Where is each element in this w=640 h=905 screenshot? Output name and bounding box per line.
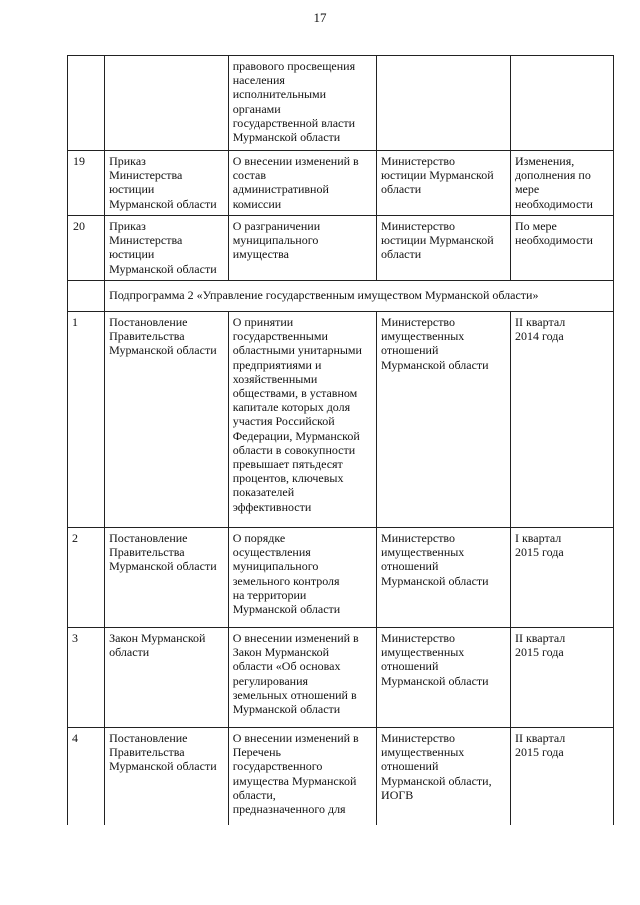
cell-line: отношений <box>381 559 439 574</box>
cell-line: Правительства <box>109 545 185 560</box>
cell-title <box>228 728 376 826</box>
cell-term <box>510 728 613 826</box>
cell-title <box>228 312 376 528</box>
cell-num: 3 <box>68 628 105 728</box>
cell-line: Министерства <box>109 233 183 248</box>
cell-title <box>228 151 376 216</box>
table-row <box>68 151 614 216</box>
cell-line: юстиции <box>109 247 155 262</box>
cell-term <box>510 151 613 216</box>
cell-num: 2 <box>68 528 105 628</box>
cell-line: Закон Мурманской <box>109 631 206 645</box>
cell-line: области <box>381 182 422 197</box>
cell-line: комиссии <box>232 196 282 211</box>
cell-line: II квартал <box>514 731 566 745</box>
cell-line: 2014 года <box>514 329 564 344</box>
cell-line: предприятиями и <box>232 357 322 372</box>
subprogram-row <box>68 281 614 312</box>
cell-line: обществами, в уставном <box>232 386 358 401</box>
cell-title <box>228 56 376 151</box>
cell-term <box>510 628 613 728</box>
table-row <box>68 312 614 528</box>
cell-line: области <box>109 645 150 660</box>
cell-line: области «Об основах <box>232 659 341 674</box>
cell-executor <box>377 728 511 826</box>
cell-line: Мурманской области <box>232 602 341 617</box>
cell-line: Изменения, <box>514 154 575 168</box>
cell-line: состав <box>232 168 267 183</box>
cell-line: отношений <box>381 343 439 358</box>
cell-num: 4 <box>68 728 105 826</box>
cell-line: имущественных <box>381 645 465 660</box>
cell-line: дополнения по <box>514 168 591 183</box>
cell-line: Мурманской области <box>109 261 217 276</box>
cell-line: имущественных <box>381 745 465 760</box>
cell-type <box>105 56 229 151</box>
cell-executor <box>377 151 511 216</box>
cell-line: Мурманской области <box>232 130 341 145</box>
cell-line: юстиции Мурманской <box>381 168 494 183</box>
cell-num <box>68 281 105 312</box>
cell-line: Приказ <box>109 219 146 233</box>
cell-line: юстиции <box>109 182 155 197</box>
cell-line: областными унитарными <box>232 343 362 358</box>
cell-line: имущественных <box>381 545 465 560</box>
cell-line: участия Российской <box>232 414 335 429</box>
cell-line: государственного <box>232 759 323 774</box>
cell-line: Закон Мурманской <box>232 645 330 660</box>
cell-line: регулирования <box>232 673 309 688</box>
cell-line: правового просвещения <box>232 59 356 73</box>
table-row <box>68 216 614 281</box>
cell-num: 1 <box>68 312 105 528</box>
cell-line: Министерство <box>381 154 456 168</box>
cell-line: Мурманской области <box>109 196 217 211</box>
cell-executor <box>377 216 511 281</box>
cell-num: 20 <box>68 216 105 281</box>
cell-line: хозяйственными <box>232 371 318 386</box>
cell-term <box>510 528 613 628</box>
cell-line: О принятии <box>232 315 294 329</box>
cell-line: Мурманской области <box>232 702 341 717</box>
cell-executor <box>377 628 511 728</box>
cell-line: Министерство <box>381 531 456 545</box>
cell-line: О разграничении <box>232 219 321 233</box>
cell-executor <box>377 528 511 628</box>
cell-line: земельного контроля <box>232 573 340 588</box>
cell-line: 2015 года <box>514 645 564 660</box>
cell-line: О внесении изменений в <box>232 631 359 645</box>
cell-line: ИОГВ <box>381 787 414 802</box>
cell-line: II квартал <box>514 631 566 645</box>
table-row <box>68 56 614 151</box>
cell-line: Правительства <box>109 745 185 760</box>
cell-line: Министерство <box>381 315 456 329</box>
cell-line: О порядке <box>232 531 286 545</box>
cell-line: Мурманской области <box>381 673 489 688</box>
cell-line: муниципального <box>232 233 319 248</box>
cell-line: мере <box>514 182 540 197</box>
cell-line: Мурманской области, <box>381 773 492 788</box>
cell-line: О внесении изменений в <box>232 154 359 168</box>
cell-line: органами <box>232 101 281 116</box>
cell-line: области в совокупности <box>232 442 356 457</box>
cell-line: отношений <box>381 659 439 674</box>
cell-type <box>105 216 229 281</box>
cell-line: на территории <box>232 587 307 602</box>
cell-title <box>228 528 376 628</box>
cell-type <box>105 728 229 826</box>
cell-title <box>228 628 376 728</box>
cell-line: области, <box>232 787 276 802</box>
cell-line: населения <box>232 73 285 88</box>
plan-table <box>67 55 614 825</box>
cell-line: необходимости <box>514 233 593 248</box>
cell-line: показателей <box>232 485 295 500</box>
cell-line: муниципального <box>232 559 319 574</box>
subprogram-title: Подпрограмма 2 «Управление государственным имуществом Мурманской области» <box>105 281 614 312</box>
cell-type <box>105 312 229 528</box>
cell-line: 2015 года <box>514 545 564 560</box>
cell-line: Мурманской области <box>109 759 217 774</box>
cell-line: Мурманской области <box>109 343 217 358</box>
cell-num: 19 <box>68 151 105 216</box>
cell-line: Мурманской области <box>109 559 217 574</box>
cell-line: II квартал <box>514 315 566 329</box>
cell-line: По мере <box>514 219 557 233</box>
cell-line: Министерство <box>381 631 456 645</box>
cell-line: государственной власти <box>232 115 356 130</box>
cell-type <box>105 628 229 728</box>
table-row <box>68 628 614 728</box>
cell-line: осуществления <box>232 545 311 560</box>
cell-term <box>510 56 613 151</box>
cell-line: Приказ <box>109 154 146 168</box>
cell-line: государственными <box>232 329 328 344</box>
cell-line: I квартал <box>514 531 562 545</box>
cell-line: имущества Мурманской <box>232 773 357 788</box>
cell-line: процентов, ключевых <box>232 471 344 486</box>
cell-line: Постановление <box>109 315 188 329</box>
cell-line: Министерства <box>109 168 183 183</box>
cell-line: превышает пятьдесят <box>232 457 343 472</box>
cell-line: административной <box>232 182 329 197</box>
cell-line: Мурманской области <box>381 573 489 588</box>
cell-line: юстиции Мурманской <box>381 233 494 248</box>
cell-title <box>228 216 376 281</box>
cell-line: имущественных <box>381 329 465 344</box>
cell-line: О внесении изменений в <box>232 731 359 745</box>
cell-term <box>510 216 613 281</box>
cell-type <box>105 528 229 628</box>
cell-line: Постановление <box>109 731 188 745</box>
cell-line: эффективности <box>232 499 312 514</box>
cell-term <box>510 312 613 528</box>
table-row <box>68 728 614 826</box>
cell-line: Постановление <box>109 531 188 545</box>
cell-line: Мурманской области <box>381 357 489 372</box>
table-row <box>68 528 614 628</box>
cell-line: Федерации, Мурманской <box>232 428 360 443</box>
cell-line: Правительства <box>109 329 185 344</box>
cell-line: Министерство <box>381 731 456 745</box>
cell-num <box>68 56 105 151</box>
cell-line: исполнительными <box>232 87 327 102</box>
cell-line: капитале которых доля <box>232 400 351 415</box>
cell-line: области <box>381 247 422 262</box>
cell-type <box>105 151 229 216</box>
cell-line: земельных отношений в <box>232 687 357 702</box>
cell-line: имущества <box>232 247 289 262</box>
page-number: 17 <box>313 10 327 25</box>
cell-line: Перечень <box>232 745 281 760</box>
cell-line: необходимости <box>514 196 593 211</box>
cell-executor <box>377 56 511 151</box>
cell-line: Министерство <box>381 219 456 233</box>
cell-line: 2015 года <box>514 745 564 760</box>
cell-line: предназначенного для <box>232 802 346 817</box>
cell-line: отношений <box>381 759 439 774</box>
cell-executor <box>377 312 511 528</box>
